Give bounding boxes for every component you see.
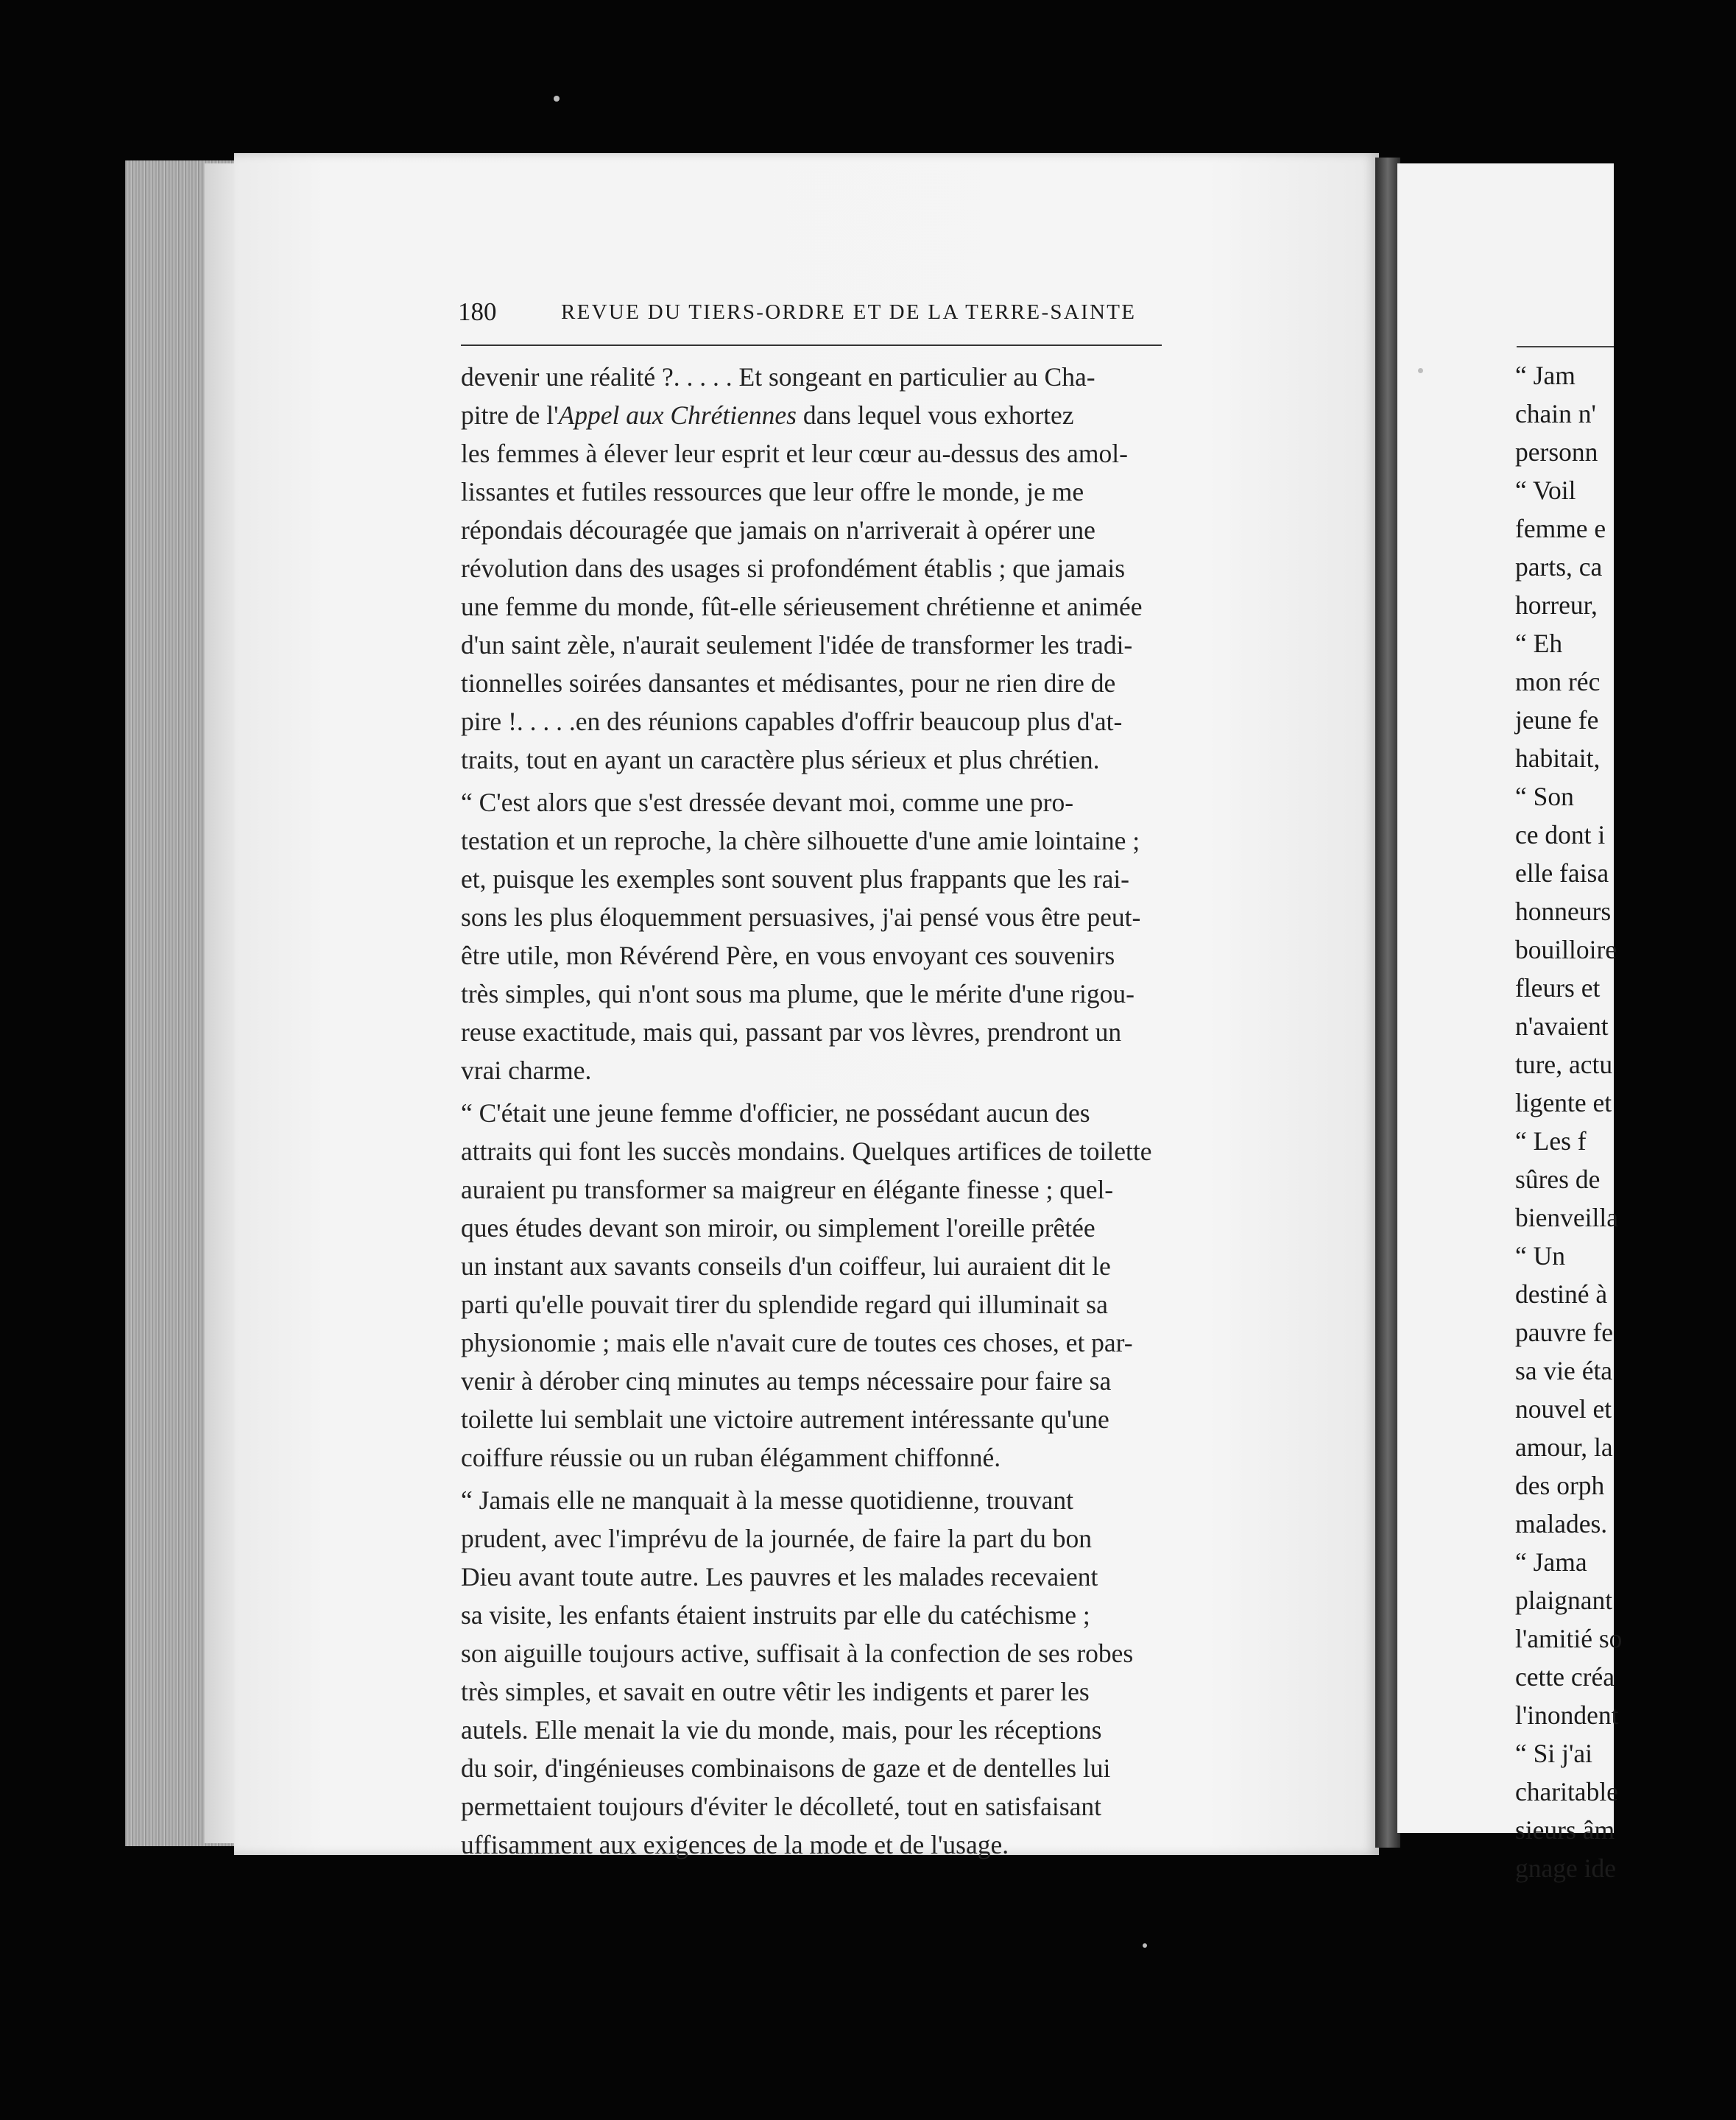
right-page-rule [1517, 346, 1614, 347]
text-line: amour, la [1515, 1432, 1613, 1462]
text-line: prudent, avec l'imprévu de la journée, de faire la part du bon [461, 1524, 1093, 1553]
text-line: “ C'était une jeune femme d'officier, ne possédant aucun des [461, 1098, 1090, 1128]
text-line: malades. [1515, 1509, 1608, 1538]
text-line: toilette lui semblait une victoire autrement intéressante qu'une [461, 1404, 1109, 1434]
text-line: son aiguille toujours active, suffisait à la confection de ses robes [461, 1639, 1134, 1668]
text-line: autels. Elle menait la vie du monde, mais, pour les réceptions [461, 1715, 1102, 1745]
text-line: parts, ca [1515, 552, 1603, 582]
right-page-text [1515, 356, 1736, 1887]
text-line: l'amitié so [1515, 1624, 1623, 1653]
text-line: “ Si j'ai [1515, 1739, 1592, 1768]
text-line: bouilloire [1515, 935, 1617, 964]
text-line: physionomie ; mais elle n'avait cure de toutes ces choses, et par- [461, 1328, 1133, 1357]
text-line: “ Les f [1515, 1126, 1587, 1156]
text-line: sieurs âm [1515, 1815, 1615, 1845]
text-line: n'avaient [1515, 1011, 1609, 1041]
text-line: fleurs et [1515, 973, 1601, 1003]
text-line: uffisamment aux exigences de la mode et de l'usage. [461, 1830, 1009, 1859]
text-line: révolution dans des usages si profondément établis ; que jamais [461, 554, 1126, 583]
text-line: habitait, [1515, 743, 1601, 773]
text-line: nouvel et [1515, 1394, 1612, 1424]
dust-speck [554, 96, 560, 102]
dust-speck [1418, 368, 1423, 373]
dust-speck [1143, 1943, 1147, 1948]
text-line: “ Eh [1515, 629, 1563, 658]
right-page [1397, 163, 1623, 1883]
text-line: traits, tout en ayant un caractère plus sérieux et plus chrétien. [461, 745, 1100, 774]
text-line: parti qu'elle pouvait tirer du splendide regard qui illuminait sa [461, 1290, 1108, 1319]
text-line: bienveilla [1515, 1203, 1618, 1232]
text-line: “ Un [1515, 1241, 1566, 1271]
text-line: testation et un reproche, la chère silhouette d'une amie lointaine ; [461, 826, 1140, 855]
text-line: tionnelles soirées dansantes et médisantes, pour ne rien dire de [461, 668, 1116, 698]
text-line: ture, actu [1515, 1050, 1613, 1079]
text-line: vrai charme. [461, 1056, 592, 1085]
text-line: ce dont i [1515, 820, 1606, 849]
text-line: “ Son [1515, 782, 1574, 811]
text-line: venir à dérober cinq minutes au temps nécessaire pour faire sa [461, 1366, 1112, 1396]
text-line: sûres de [1515, 1165, 1601, 1194]
page-number: 180 [458, 297, 497, 326]
text-line: et, puisque les exemples sont souvent plus frappants que les rai- [461, 864, 1130, 894]
text-line: permettaient toujours d'éviter le décolleté, tout en satisfaisant [461, 1792, 1101, 1821]
text-line: un instant aux savants conseils d'un coiffeur, lui auraient dit le [461, 1251, 1111, 1281]
text-line: plaignant [1515, 1586, 1613, 1615]
text-line: sa visite, les enfants étaient instruits par elle du catéchisme ; [461, 1600, 1090, 1630]
text-line: devenir une réalité ?. . . . . Et songeant en particulier au Cha- [461, 362, 1095, 392]
text-line: reuse exactitude, mais qui, passant par vos lèvres, prendront un [461, 1017, 1122, 1047]
text-line: “ C'est alors que s'est dressée devant moi, comme une pro- [461, 788, 1074, 817]
text-line: d'un saint zèle, n'aurait seulement l'idée de transformer les tradi- [461, 630, 1133, 660]
text-line: une femme du monde, fût-elle sérieusement chrétienne et animée [461, 592, 1143, 621]
text-line: mon réc [1515, 667, 1601, 696]
text-line: répondais découragée que jamais on n'arriverait à opérer une [461, 515, 1095, 545]
header-rule [461, 344, 1162, 346]
text-line: ques études devant son miroir, ou simplement l'oreille prêtée [461, 1213, 1095, 1243]
book-gutter [1375, 158, 1400, 1848]
text-line: “ Jam [1515, 361, 1576, 390]
book-title-italic: Appel aux Chrétiennes [558, 400, 797, 430]
text-line: être utile, mon Révérend Père, en vous envoyant ces souvenirs [461, 941, 1115, 970]
text-line: gnage ide [1515, 1854, 1617, 1883]
text-line: “ Voil [1515, 476, 1576, 505]
running-head [458, 297, 1165, 339]
text-line: auraient pu transformer sa maigreur en élégante finesse ; quel- [461, 1175, 1114, 1204]
text-line: honneurs [1515, 897, 1612, 926]
text-line: femme e [1515, 514, 1606, 543]
text-line: les femmes à élever leur esprit et leur cœur au-dessus des amol- [461, 439, 1128, 468]
text-line: ligente et [1515, 1088, 1612, 1117]
text-line: pire !. . . . .en des réunions capables d'offrir beaucoup plus d'at- [461, 707, 1123, 736]
text-line: coiffure réussie ou un ruban élégamment chiffonné. [461, 1443, 1001, 1472]
text-line: très simples, qui n'ont sous ma plume, que le mérite d'une rigou- [461, 979, 1135, 1008]
text-line: des orph [1515, 1471, 1605, 1500]
text-line: Dieu avant toute autre. Les pauvres et les malades recevaient [461, 1562, 1098, 1591]
text-line: horreur, [1515, 590, 1598, 620]
text-line: jeune fe [1515, 705, 1599, 735]
text-line: cette créa [1515, 1662, 1615, 1692]
left-page-text [461, 358, 1227, 1864]
text-line: sons les plus éloquemment persuasives, j'ai pensé vous être peut- [461, 902, 1141, 932]
text-line: l'inondent [1515, 1700, 1619, 1730]
text-line: du soir, d'ingénieuses combinaisons de gaze et de dentelles lui [461, 1753, 1111, 1783]
running-head-title: REVUE DU TIERS-ORDRE ET DE LA TERRE-SAINTE [561, 300, 1137, 324]
text-line: pauvre fe [1515, 1318, 1614, 1347]
text-line: chain n' [1515, 399, 1596, 428]
text-line: destiné à [1515, 1279, 1608, 1309]
text-line: pitre de l'Appel aux Chrétiennes dans lequel vous exhortez [461, 400, 1074, 430]
text-line: charitable [1515, 1777, 1618, 1806]
text-line: sa vie éta [1515, 1356, 1613, 1385]
text-line: “ Jamais elle ne manquait à la messe quotidienne, trouvant [461, 1485, 1074, 1515]
text-line: “ Jama [1515, 1547, 1587, 1577]
text-line: personn [1515, 437, 1598, 467]
text-line: très simples, et savait en outre vêtir les indigents et parer les [461, 1677, 1090, 1706]
book-page-edge-light [205, 163, 237, 1843]
text-line: lissantes et futiles ressources que leur offre le monde, je me [461, 477, 1084, 506]
text-line: elle faisa [1515, 858, 1609, 888]
text-line: attraits qui font les succès mondains. Quelques artifices de toilette [461, 1137, 1152, 1166]
